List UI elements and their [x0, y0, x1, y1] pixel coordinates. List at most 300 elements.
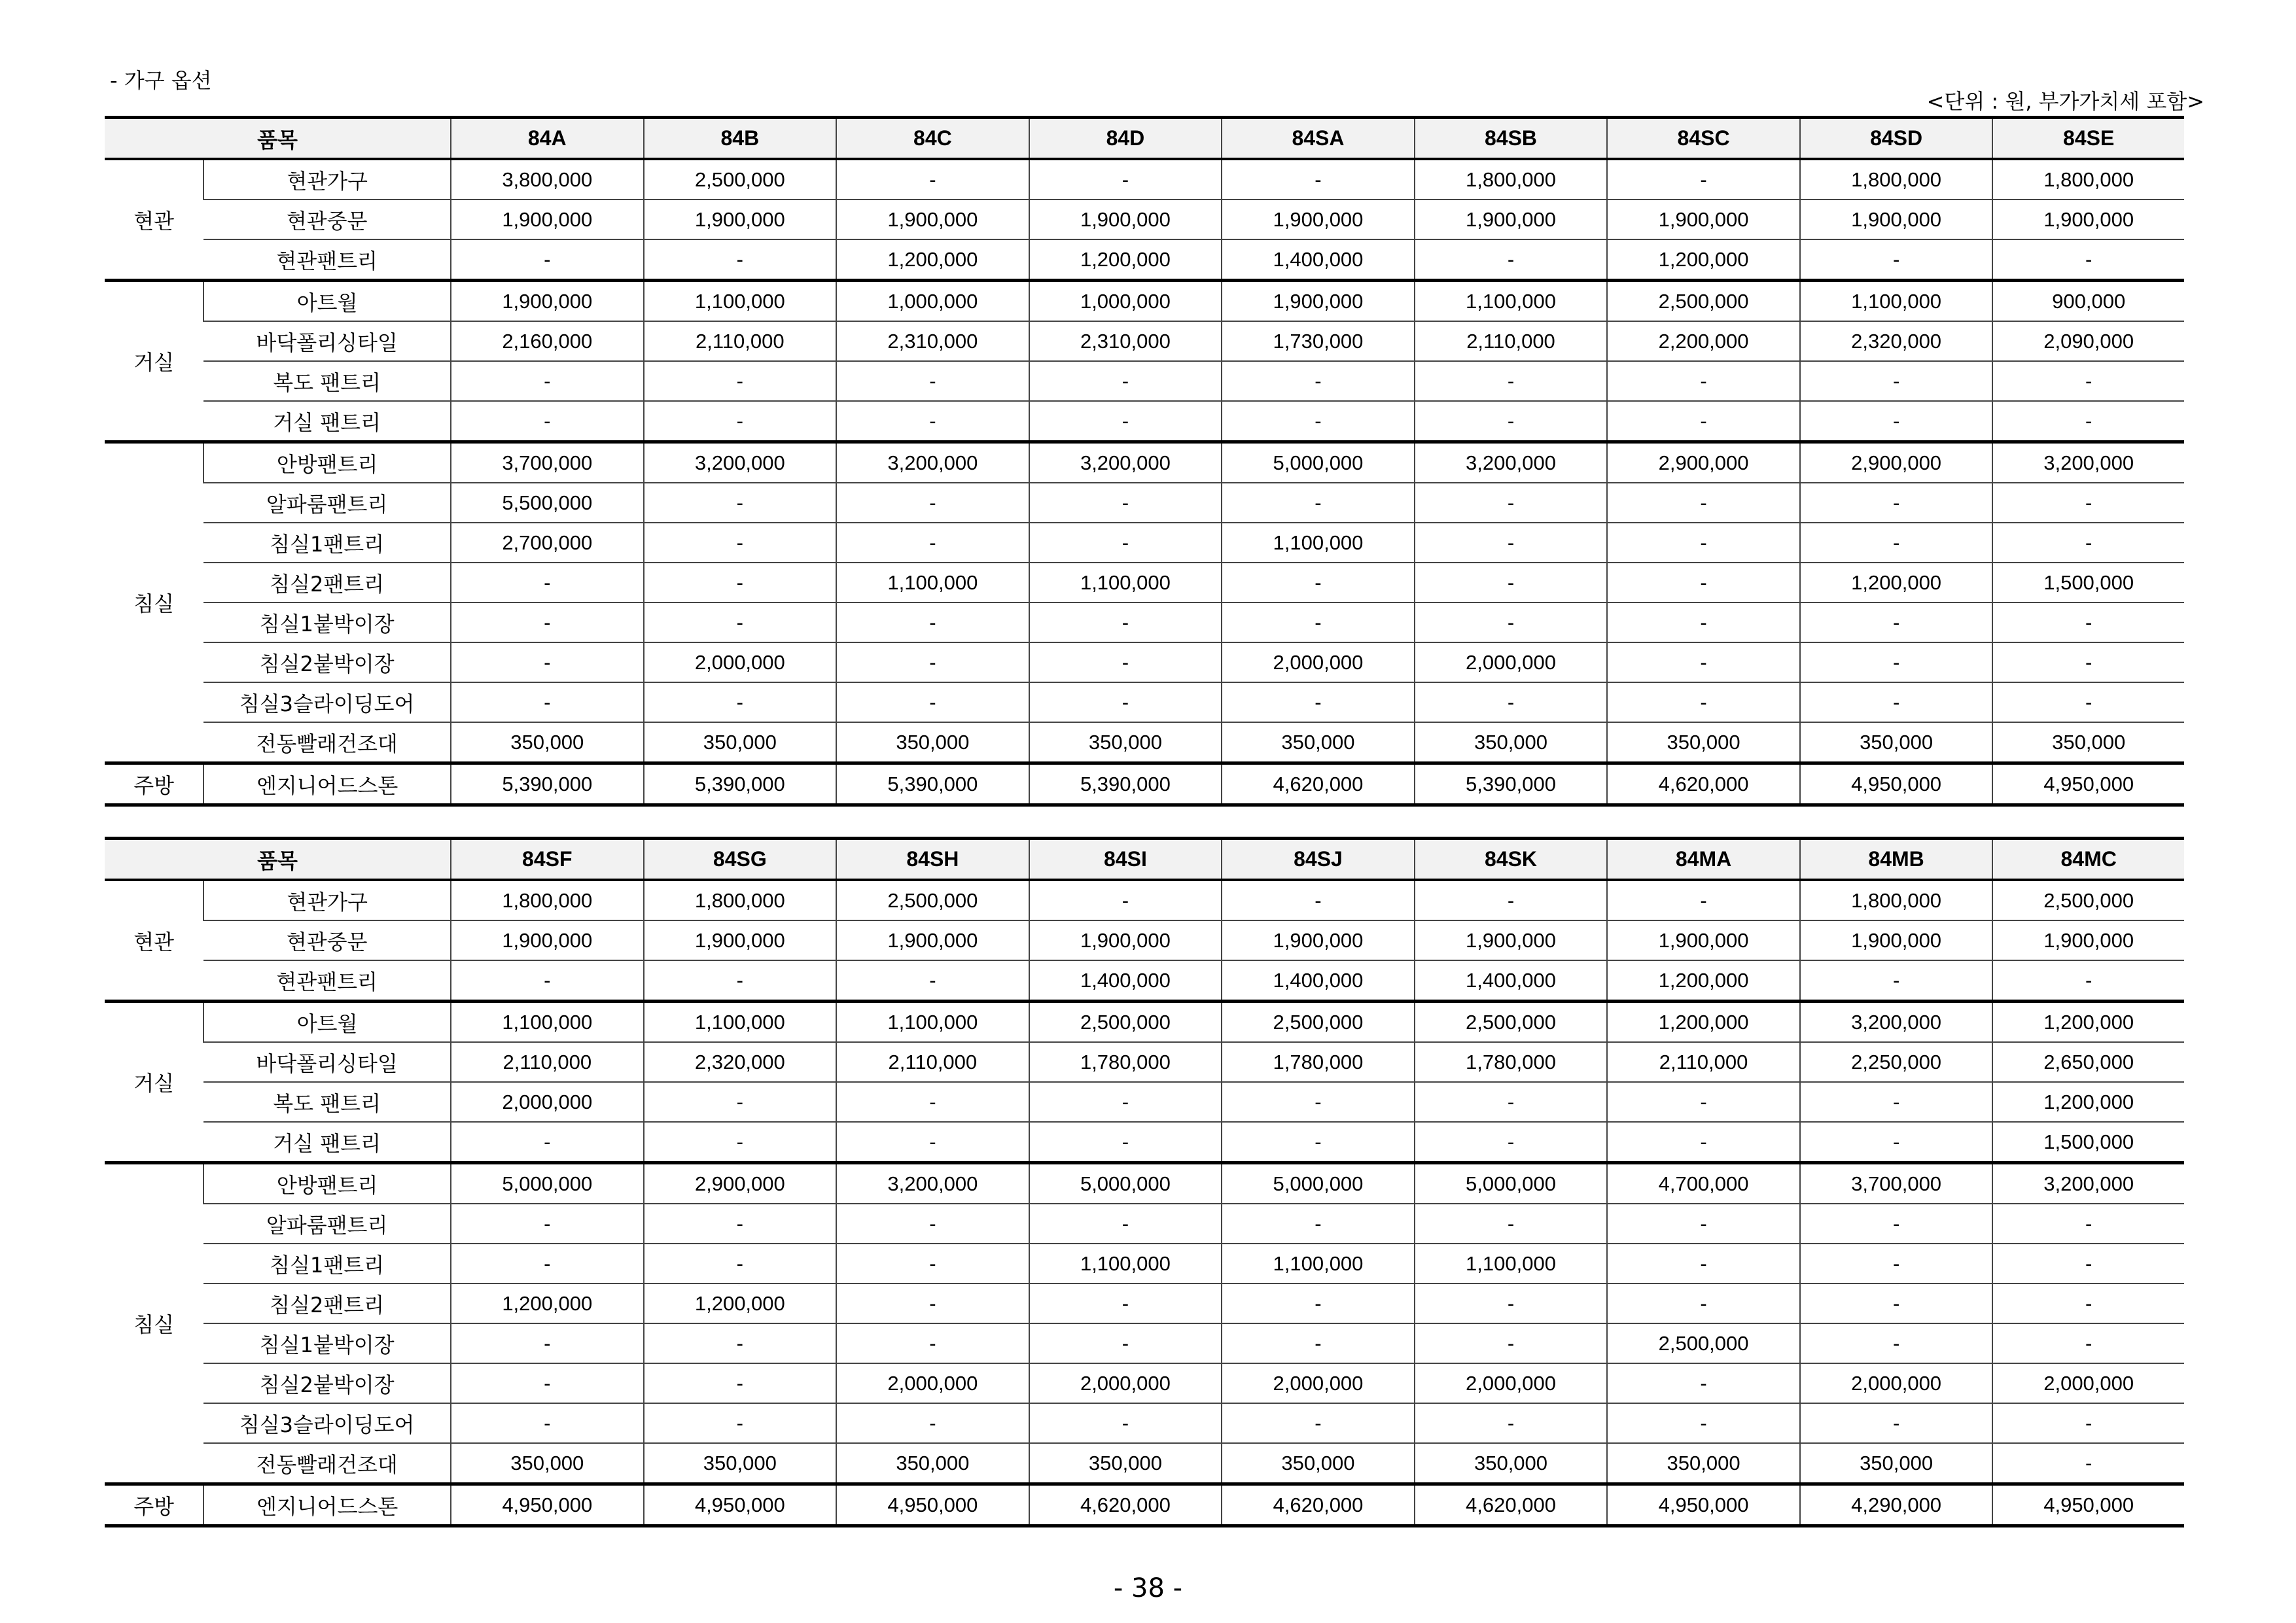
price-cell: 1,900,000: [1607, 200, 1800, 239]
price-cell: 1,200,000: [1992, 1002, 2184, 1043]
price-cell: 5,390,000: [1415, 763, 1608, 805]
price-cell: -: [1800, 1323, 1993, 1363]
price-cell: 1,900,000: [1607, 920, 1800, 960]
table-row: [105, 960, 2184, 1002]
price-cell: -: [836, 1244, 1029, 1283]
price-cell: 350,000: [1800, 1443, 1993, 1484]
price-cell: -: [1607, 1122, 1800, 1163]
price-cell: -: [451, 960, 644, 1002]
price-cell: 4,950,000: [1607, 1484, 1800, 1526]
price-cell: 2,500,000: [1607, 1323, 1800, 1363]
room-group-label: 현관: [105, 159, 203, 281]
room-group-label: 주방: [105, 763, 203, 805]
price-cell: -: [1415, 563, 1608, 602]
price-cell: 1,400,000: [1029, 960, 1222, 1002]
price-cell: -: [836, 1204, 1029, 1244]
price-cell: -: [1992, 483, 2184, 523]
price-cell: 4,700,000: [1607, 1163, 1800, 1204]
price-cell: 1,800,000: [451, 880, 644, 920]
price-cell: 1,900,000: [1415, 200, 1608, 239]
price-cell: -: [1415, 682, 1608, 722]
price-cell: 2,500,000: [836, 880, 1029, 920]
price-cell: 2,310,000: [1029, 321, 1222, 361]
price-cell: 2,900,000: [1607, 442, 1800, 483]
price-cell: -: [836, 1403, 1029, 1443]
price-cell: 4,620,000: [1222, 1484, 1415, 1526]
table-row: [105, 1002, 2184, 1043]
unit-note: <단위 : 원, 부가가치세 포함>: [1926, 89, 2204, 114]
item-name-cell: 거실 팬트리: [203, 401, 451, 442]
price-cell: -: [1800, 682, 1993, 722]
price-cell: -: [644, 1204, 837, 1244]
item-name-cell: 침실1팬트리: [203, 1244, 451, 1283]
price-cell: -: [644, 523, 837, 563]
price-cell: -: [1029, 880, 1222, 920]
price-cell: -: [1222, 563, 1415, 602]
table-row: [105, 523, 2184, 563]
price-cell: -: [1415, 361, 1608, 401]
price-cell: -: [1415, 483, 1608, 523]
price-cell: -: [1607, 361, 1800, 401]
price-cell: 350,000: [1415, 722, 1608, 763]
price-cell: -: [1415, 880, 1608, 920]
price-cell: -: [1029, 361, 1222, 401]
price-cell: 2,000,000: [1222, 1363, 1415, 1403]
column-header: 84SK: [1415, 839, 1608, 881]
table-row: [105, 880, 2184, 920]
price-cell: 2,500,000: [1222, 1002, 1415, 1043]
price-cell: -: [1415, 1204, 1608, 1244]
item-name-cell: 안방팬트리: [203, 1163, 451, 1204]
column-header: 84SF: [451, 839, 644, 881]
price-cell: 2,000,000: [1800, 1363, 1993, 1403]
price-cell: 2,000,000: [644, 642, 837, 682]
price-cell: 1,900,000: [1029, 200, 1222, 239]
price-cell: -: [1607, 1082, 1800, 1122]
price-cell: 2,200,000: [1607, 321, 1800, 361]
price-cell: -: [644, 239, 837, 281]
item-name-cell: 침실2팬트리: [203, 563, 451, 602]
price-cell: 2,500,000: [1607, 281, 1800, 322]
price-cell: -: [1800, 642, 1993, 682]
price-cell: -: [1029, 682, 1222, 722]
price-cell: 1,800,000: [1800, 880, 1993, 920]
room-group-label: 현관: [105, 880, 203, 1002]
price-cell: 4,950,000: [836, 1484, 1029, 1526]
room-group-label: 거실: [105, 1002, 203, 1163]
price-cell: -: [836, 960, 1029, 1002]
price-cell: 1,900,000: [451, 281, 644, 322]
item-name-cell: 현관팬트리: [203, 239, 451, 281]
price-cell: -: [1992, 1443, 2184, 1484]
price-cell: -: [1992, 1323, 2184, 1363]
price-cell: -: [1222, 602, 1415, 642]
price-cell: -: [836, 159, 1029, 200]
price-cell: -: [1992, 682, 2184, 722]
price-cell: 1,200,000: [1800, 563, 1993, 602]
price-cell: 4,950,000: [1992, 763, 2184, 805]
price-cell: 1,000,000: [1029, 281, 1222, 322]
price-cell: -: [1800, 602, 1993, 642]
price-cell: -: [1992, 960, 2184, 1002]
price-cell: 1,800,000: [1415, 159, 1608, 200]
price-cell: -: [836, 361, 1029, 401]
price-cell: 1,400,000: [1222, 239, 1415, 281]
price-cell: 4,950,000: [1992, 1484, 2184, 1526]
price-cell: 3,200,000: [836, 442, 1029, 483]
price-cell: 1,200,000: [451, 1283, 644, 1323]
table-row: [105, 361, 2184, 401]
price-cell: 350,000: [1415, 1443, 1608, 1484]
price-cell: 2,310,000: [836, 321, 1029, 361]
price-cell: 1,800,000: [644, 880, 837, 920]
price-cell: 3,200,000: [1029, 442, 1222, 483]
price-cell: 1,500,000: [1992, 563, 2184, 602]
item-name-cell: 침실1붙박이장: [203, 1323, 451, 1363]
section-title: - 가구 옵션: [110, 68, 212, 93]
price-cell: 5,000,000: [1222, 442, 1415, 483]
price-cell: -: [836, 1323, 1029, 1363]
table-row: [105, 1363, 2184, 1403]
price-cell: -: [451, 361, 644, 401]
price-cell: -: [1607, 563, 1800, 602]
price-cell: 350,000: [451, 722, 644, 763]
price-cell: 2,250,000: [1800, 1042, 1993, 1082]
price-cell: -: [1415, 602, 1608, 642]
price-cell: 350,000: [1029, 722, 1222, 763]
price-cell: -: [644, 361, 837, 401]
price-cell: 3,200,000: [1992, 442, 2184, 483]
price-cell: 1,900,000: [836, 200, 1029, 239]
price-cell: 2,500,000: [644, 159, 837, 200]
column-header: 84SH: [836, 839, 1029, 881]
price-cell: -: [1222, 1323, 1415, 1363]
table-row: [105, 563, 2184, 602]
price-cell: -: [1029, 1323, 1222, 1363]
price-cell: 4,620,000: [1029, 1484, 1222, 1526]
price-cell: 1,100,000: [1029, 563, 1222, 602]
price-cell: -: [1029, 1082, 1222, 1122]
price-cell: -: [836, 1283, 1029, 1323]
price-cell: -: [644, 1323, 837, 1363]
room-group-label: 주방: [105, 1484, 203, 1526]
table-row: [105, 321, 2184, 361]
price-cell: -: [451, 642, 644, 682]
price-cell: -: [644, 960, 837, 1002]
price-cell: 2,110,000: [1607, 1042, 1800, 1082]
column-header: 84C: [836, 118, 1029, 160]
price-cell: 350,000: [836, 722, 1029, 763]
price-cell: 5,000,000: [451, 1163, 644, 1204]
column-header: 84SI: [1029, 839, 1222, 881]
price-cell: -: [1800, 1283, 1993, 1323]
price-cell: -: [1992, 642, 2184, 682]
price-cell: -: [836, 602, 1029, 642]
price-cell: -: [1222, 880, 1415, 920]
price-cell: 4,950,000: [644, 1484, 837, 1526]
price-cell: -: [1222, 361, 1415, 401]
price-cell: -: [1607, 642, 1800, 682]
price-cell: 1,200,000: [1029, 239, 1222, 281]
price-cell: 1,800,000: [1992, 159, 2184, 200]
price-cell: 1,000,000: [836, 281, 1029, 322]
price-cell: 1,900,000: [1800, 200, 1993, 239]
table-row: [105, 642, 2184, 682]
price-cell: -: [644, 602, 837, 642]
price-cell: -: [836, 401, 1029, 442]
price-cell: -: [1800, 361, 1993, 401]
price-cell: 2,110,000: [644, 321, 837, 361]
item-name-cell: 엔지니어드스톤: [203, 1484, 451, 1526]
price-cell: -: [1992, 1403, 2184, 1443]
price-cell: -: [1415, 1122, 1608, 1163]
table-row: [105, 442, 2184, 483]
price-cell: -: [644, 563, 837, 602]
table-row: [105, 200, 2184, 239]
price-cell: 1,900,000: [1222, 920, 1415, 960]
price-cell: 3,200,000: [1800, 1002, 1993, 1043]
price-cell: 2,160,000: [451, 321, 644, 361]
table-row: [105, 1082, 2184, 1122]
price-cell: 3,700,000: [451, 442, 644, 483]
column-header: 84SA: [1222, 118, 1415, 160]
table-row: [105, 1403, 2184, 1443]
item-name-cell: 침실1붙박이장: [203, 602, 451, 642]
price-cell: 1,100,000: [1800, 281, 1993, 322]
price-cell: 1,100,000: [836, 1002, 1029, 1043]
price-cell: 3,200,000: [836, 1163, 1029, 1204]
table-header-row: [105, 839, 2184, 881]
table-row: [105, 1484, 2184, 1526]
price-cell: 3,200,000: [644, 442, 837, 483]
table-row: [105, 1204, 2184, 1244]
column-header: 84SE: [1992, 118, 2184, 160]
price-cell: -: [1029, 159, 1222, 200]
price-cell: -: [644, 401, 837, 442]
item-name-cell: 침실3슬라이딩도어: [203, 1403, 451, 1443]
price-cell: 5,500,000: [451, 483, 644, 523]
price-cell: -: [1222, 682, 1415, 722]
price-cell: -: [644, 1082, 837, 1122]
column-header: 84SG: [644, 839, 837, 881]
item-name-cell: 침실2붙박이장: [203, 642, 451, 682]
price-cell: 1,100,000: [1415, 281, 1608, 322]
price-cell: -: [1607, 1244, 1800, 1283]
price-cell: 2,000,000: [1992, 1363, 2184, 1403]
item-name-cell: 현관중문: [203, 200, 451, 239]
price-cell: -: [1800, 401, 1993, 442]
item-name-cell: 엔지니어드스톤: [203, 763, 451, 805]
price-cell: 4,620,000: [1607, 763, 1800, 805]
column-header-item: 품목: [105, 118, 451, 160]
price-cell: -: [1607, 401, 1800, 442]
price-cell: -: [836, 642, 1029, 682]
price-cell: 2,110,000: [1415, 321, 1608, 361]
price-cell: 1,730,000: [1222, 321, 1415, 361]
price-cell: -: [1029, 483, 1222, 523]
price-cell: -: [451, 1403, 644, 1443]
price-cell: 2,500,000: [1029, 1002, 1222, 1043]
price-cell: 1,100,000: [644, 1002, 837, 1043]
table-row: [105, 159, 2184, 200]
item-name-cell: 현관가구: [203, 159, 451, 200]
price-cell: -: [451, 1323, 644, 1363]
price-cell: 1,400,000: [1415, 960, 1608, 1002]
price-cell: 2,700,000: [451, 523, 644, 563]
price-cell: -: [1415, 523, 1608, 563]
price-cell: 4,620,000: [1415, 1484, 1608, 1526]
item-name-cell: 전동빨래건조대: [203, 722, 451, 763]
price-cell: -: [644, 1403, 837, 1443]
price-cell: -: [1992, 1283, 2184, 1323]
column-header: 84SJ: [1222, 839, 1415, 881]
column-header: 84MC: [1992, 839, 2184, 881]
price-cell: 5,390,000: [836, 763, 1029, 805]
price-cell: 350,000: [451, 1443, 644, 1484]
price-cell: 2,090,000: [1992, 321, 2184, 361]
price-cell: -: [644, 1363, 837, 1403]
item-name-cell: 현관팬트리: [203, 960, 451, 1002]
price-cell: -: [644, 1244, 837, 1283]
price-cell: 1,900,000: [1992, 920, 2184, 960]
room-group-label: 거실: [105, 281, 203, 442]
item-name-cell: 안방팬트리: [203, 442, 451, 483]
price-cell: -: [644, 1122, 837, 1163]
price-cell: 1,400,000: [1222, 960, 1415, 1002]
price-cell: -: [1222, 1283, 1415, 1323]
column-header: 84MB: [1800, 839, 1993, 881]
price-cell: -: [1800, 960, 1993, 1002]
price-cell: -: [1607, 602, 1800, 642]
price-cell: 350,000: [1992, 722, 2184, 763]
price-cell: -: [1029, 1204, 1222, 1244]
price-cell: 1,100,000: [836, 563, 1029, 602]
price-cell: -: [1992, 523, 2184, 563]
item-name-cell: 현관중문: [203, 920, 451, 960]
price-cell: -: [1029, 1122, 1222, 1163]
price-cell: -: [1800, 1403, 1993, 1443]
price-cell: -: [1992, 1244, 2184, 1283]
price-cell: -: [1992, 1204, 2184, 1244]
price-cell: 5,390,000: [451, 763, 644, 805]
price-cell: 1,780,000: [1415, 1042, 1608, 1082]
table-row: [105, 483, 2184, 523]
price-cell: 1,900,000: [836, 920, 1029, 960]
table-row: [105, 602, 2184, 642]
price-cell: 350,000: [1607, 722, 1800, 763]
column-header: 84MA: [1607, 839, 1800, 881]
table-header-row: [105, 118, 2184, 160]
price-cell: -: [451, 1244, 644, 1283]
table-row: [105, 1283, 2184, 1323]
table-row: [105, 682, 2184, 722]
price-cell: 5,390,000: [1029, 763, 1222, 805]
column-header: 84B: [644, 118, 837, 160]
price-cell: 5,000,000: [1415, 1163, 1608, 1204]
column-header: 84SB: [1415, 118, 1608, 160]
item-name-cell: 침실2팬트리: [203, 1283, 451, 1323]
price-cell: -: [1222, 483, 1415, 523]
price-cell: -: [1222, 1403, 1415, 1443]
price-cell: -: [1029, 602, 1222, 642]
price-cell: -: [451, 239, 644, 281]
price-cell: 1,800,000: [1800, 159, 1993, 200]
price-cell: -: [644, 682, 837, 722]
price-cell: -: [1607, 1204, 1800, 1244]
price-cell: 1,200,000: [836, 239, 1029, 281]
price-cell: -: [1029, 523, 1222, 563]
price-cell: 2,000,000: [451, 1082, 644, 1122]
price-cell: 1,200,000: [1992, 1082, 2184, 1122]
item-name-cell: 아트월: [203, 1002, 451, 1043]
price-cell: -: [1607, 1363, 1800, 1403]
price-cell: -: [1415, 401, 1608, 442]
item-name-cell: 침실3슬라이딩도어: [203, 682, 451, 722]
price-cell: 1,900,000: [1029, 920, 1222, 960]
price-cell: 4,950,000: [1800, 763, 1993, 805]
price-cell: -: [1029, 642, 1222, 682]
price-cell: 2,900,000: [644, 1163, 837, 1204]
price-cell: 1,100,000: [1222, 523, 1415, 563]
price-cell: -: [1029, 401, 1222, 442]
price-cell: 1,900,000: [1415, 920, 1608, 960]
price-cell: -: [1607, 880, 1800, 920]
price-cell: -: [836, 483, 1029, 523]
price-cell: 1,200,000: [1607, 239, 1800, 281]
page-number: - 38 -: [1113, 1573, 1183, 1603]
price-cell: 3,700,000: [1800, 1163, 1993, 1204]
item-name-cell: 거실 팬트리: [203, 1122, 451, 1163]
price-cell: 350,000: [644, 1443, 837, 1484]
item-name-cell: 바닥폴리싱타일: [203, 321, 451, 361]
item-name-cell: 바닥폴리싱타일: [203, 1042, 451, 1082]
price-cell: -: [1607, 1403, 1800, 1443]
price-cell: -: [1992, 602, 2184, 642]
price-cell: -: [644, 483, 837, 523]
price-cell: -: [1800, 1122, 1993, 1163]
price-cell: 2,000,000: [1222, 642, 1415, 682]
table-row: [105, 722, 2184, 763]
furniture-option-table-2: [105, 837, 2184, 1527]
price-cell: 3,200,000: [1415, 442, 1608, 483]
room-group-label: 침실: [105, 1163, 203, 1484]
item-name-cell: 침실2붙박이장: [203, 1363, 451, 1403]
price-cell: -: [1415, 1082, 1608, 1122]
price-cell: 2,000,000: [1415, 642, 1608, 682]
price-cell: 1,200,000: [1607, 1002, 1800, 1043]
price-cell: -: [1800, 1244, 1993, 1283]
item-name-cell: 아트월: [203, 281, 451, 322]
price-cell: 4,620,000: [1222, 763, 1415, 805]
price-cell: 2,110,000: [836, 1042, 1029, 1082]
item-name-cell: 알파룸팬트리: [203, 483, 451, 523]
price-cell: 2,320,000: [1800, 321, 1993, 361]
price-cell: -: [451, 1363, 644, 1403]
price-cell: -: [1222, 159, 1415, 200]
furniture-option-table-1: [105, 116, 2184, 807]
price-cell: -: [1029, 1283, 1222, 1323]
price-cell: 5,000,000: [1029, 1163, 1222, 1204]
price-cell: 350,000: [1222, 722, 1415, 763]
price-cell: 1,100,000: [451, 1002, 644, 1043]
price-cell: -: [836, 523, 1029, 563]
price-cell: 3,800,000: [451, 159, 644, 200]
price-cell: 1,100,000: [644, 281, 837, 322]
price-cell: 2,500,000: [1992, 880, 2184, 920]
table-row: [105, 1163, 2184, 1204]
price-cell: -: [1222, 1122, 1415, 1163]
price-cell: 4,950,000: [451, 1484, 644, 1526]
